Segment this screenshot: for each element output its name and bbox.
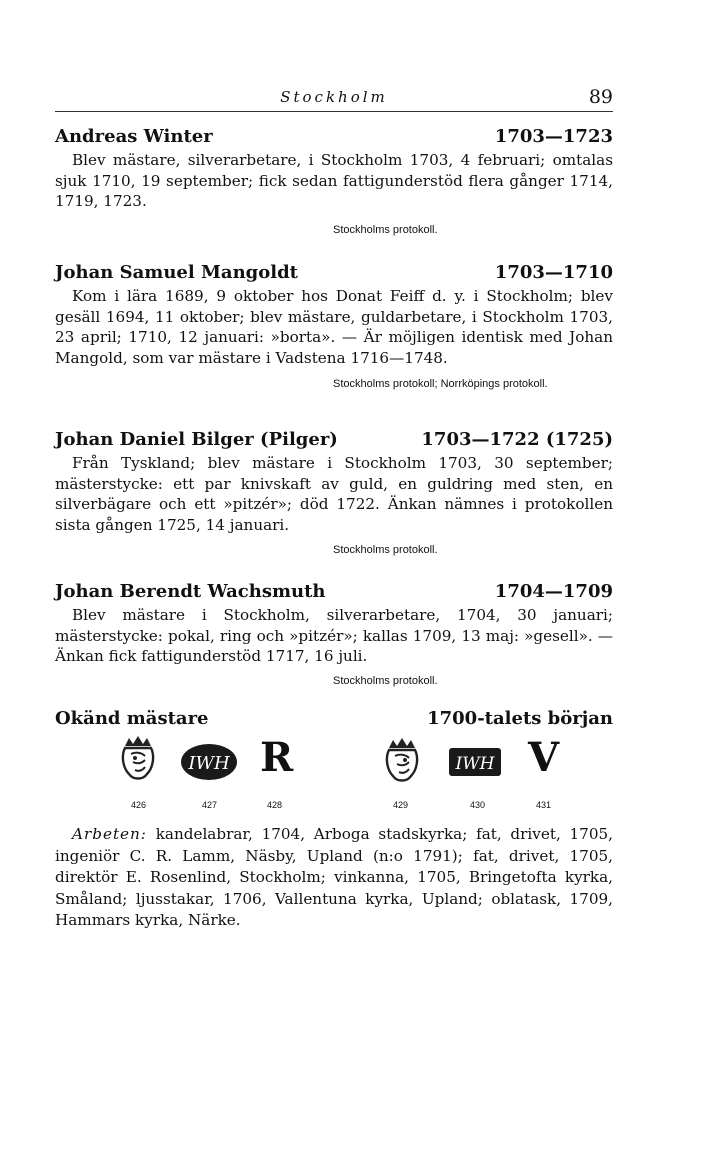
page-number: 89 [588, 86, 613, 108]
entry-source: Stockholms protokoll. [333, 544, 438, 556]
entry-source: Stockholms protokoll. [333, 224, 438, 236]
entry-name: Johan Daniel Bilger (Pilger) [55, 429, 338, 450]
mark-number: 431 [536, 800, 552, 810]
entry-source: Stockholms protokoll. [333, 675, 438, 687]
hallmarks-row [55, 732, 613, 822]
entry-name: Johan Berendt Wachsmuth [55, 581, 326, 602]
entry-text: Blev mästare i Stockholm, silverarbetare, 1704, 30 januari; mästerstycke: pokal, ring och »pitzér»; kallas 1709, 13 maj: »gesell». — Änkan fick fattigunderstöd 1717, 16 juli. [55, 606, 613, 665]
crown-head-mark-icon [117, 734, 159, 784]
monogram-mark-icon [179, 742, 239, 782]
entry-text: Från Tyskland; blev mästare i Stockholm 1703, 30 september; mästerstycke: ett par knivskaft av guld, en guldring med sten, en silverbägare och ett »pitzér»; död 1722. Änkan nämnes i protokollen sista gången 1725, 14 januari. [55, 454, 613, 534]
entry-dates: 1703—1723 [494, 126, 613, 147]
entry-text: Kom i lära 1689, 9 oktober hos Donat Feiff d. y. i Stockholm; blev gesäll 1694, 11 oktober; blev mästare, guldarbetare, i Stockholm 1703, 23 april; 1710, 12 januari: »borta». — Är möjligen identisk med Johan Mangold, som var mästare i Vadstena 1716—1748. [55, 287, 613, 367]
letter-mark: R [260, 734, 294, 781]
letter-mark: V [528, 734, 560, 781]
mark-number: 430 [470, 800, 486, 810]
entry-dates: 1703—1722 (1725) [421, 429, 613, 450]
entry-name: Andreas Winter [55, 126, 213, 147]
mark-number: 426 [131, 800, 147, 810]
monogram-text: IWH [188, 753, 230, 774]
crown-head-mark-icon [380, 736, 424, 786]
mark-number: 429 [393, 800, 409, 810]
running-header [55, 86, 613, 112]
entry-dates: 1703—1710 [494, 262, 613, 283]
mark-number: 428 [267, 800, 283, 810]
entry-dates: 1704—1709 [494, 581, 613, 602]
mark-number: 427 [202, 800, 218, 810]
entry-name: Okänd mästare [55, 708, 209, 729]
entry-name: Johan Samuel Mangoldt [55, 262, 298, 283]
arbeten-paragraph [55, 824, 613, 932]
entry-text: Blev mästare, silverarbetare, i Stockholm 1703, 4 februari; omtalas sjuk 1710, 19 september; fick sedan fattigunderstöd flera gånger 1714, 1719, 1723. [55, 151, 613, 210]
arbeten-label: Arbeten: [72, 825, 147, 843]
monogram-text: IWH [455, 754, 495, 774]
entry-dates: 1700-talets början [427, 708, 613, 729]
entry-source: Stockholms protokoll; Norrköpings protokoll. [333, 378, 548, 390]
header-rule [55, 111, 613, 112]
monogram-mark-icon [447, 744, 503, 780]
running-title: Stockholm [280, 88, 388, 106]
arbeten-text: kandelabrar, 1704, Arboga stadskyrka; fat, drivet, 1705, ingeniör C. R. Lamm, Näsby, Upland (n:o 1791); fat, drivet, 1705, direktör E. Rosenlind, Stockholm; vinkanna, 1705, Bringetofta kyrka, Småland; ljusstakar, 1706, Vallentuna kyrka, Upland; oblatask, 1709, Hammars kyrka, Närke. [55, 825, 614, 929]
